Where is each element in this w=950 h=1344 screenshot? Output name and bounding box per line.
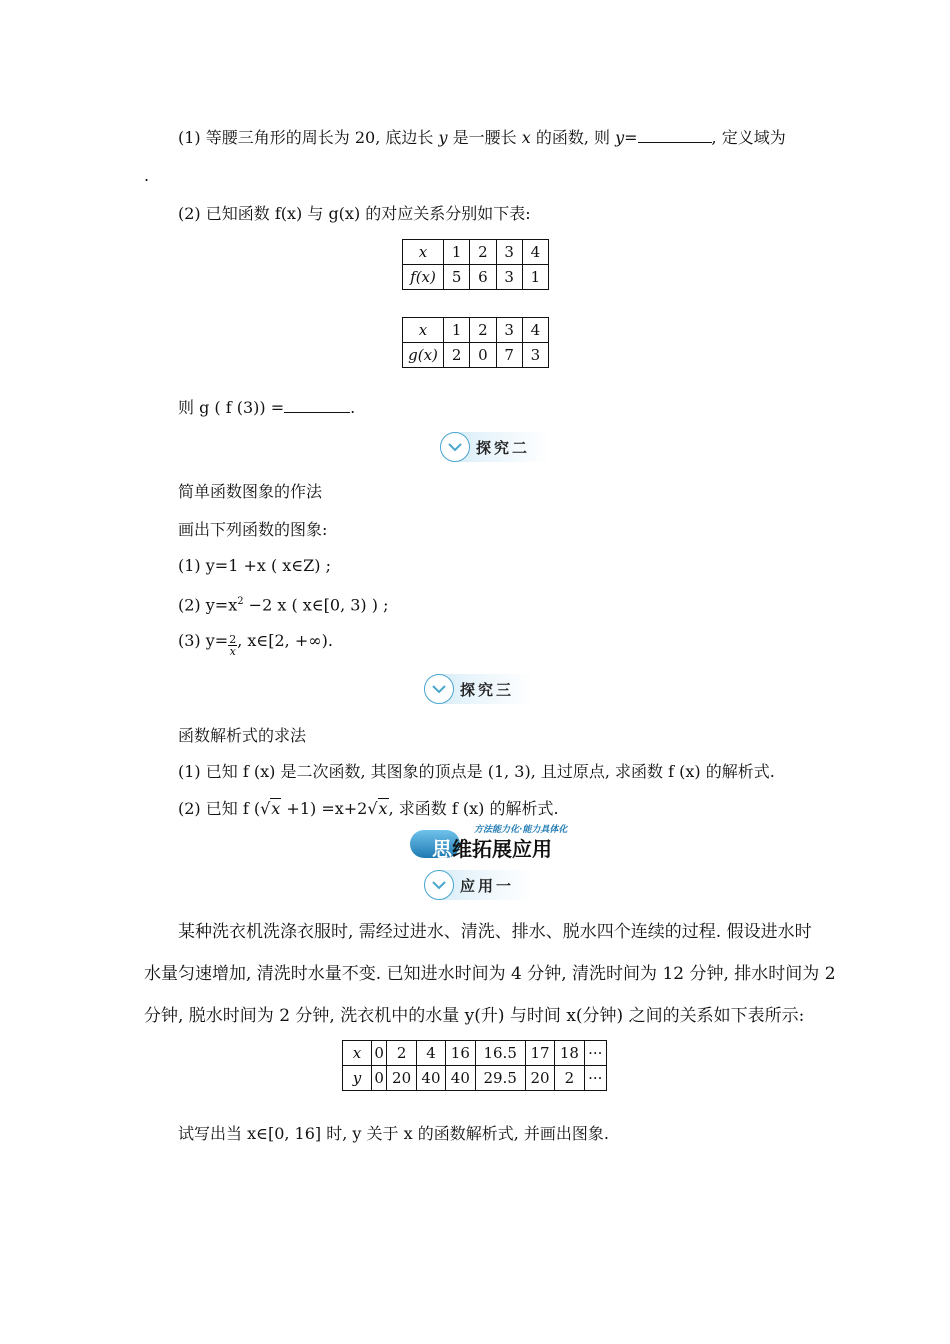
table-cell: 4: [416, 1041, 445, 1066]
table-cell: 20: [525, 1066, 554, 1091]
table-cell: 3: [496, 318, 522, 343]
sqrt-radicand: x: [378, 799, 388, 818]
fraction-den: x: [229, 645, 236, 658]
sqrt-radicand: x: [271, 799, 281, 818]
table-cell: 16.5: [475, 1041, 525, 1066]
table-cell: 4: [522, 240, 548, 265]
q1-then-post: .: [350, 398, 356, 417]
table-row: [343, 1066, 607, 1091]
section2-title: 简单函数图象的作法: [178, 482, 323, 501]
table-cell: 3: [496, 240, 522, 265]
var-y: y: [438, 128, 448, 147]
section2-item1: (1) y=1 +x ( x∈Z) ;: [178, 556, 332, 575]
section-badge-apply-1: [424, 870, 534, 900]
item2-pre: (2) y=x: [178, 595, 238, 615]
table-cell: 4: [522, 318, 548, 343]
section4-line1: 某种洗衣机洗涤衣服时, 需经过进水、清洗、排水、脱水四个连续的过程. 假设进水时: [178, 922, 812, 942]
table-cell: 1: [444, 318, 470, 343]
chevron-down-icon: [424, 674, 454, 704]
section4-line2: 水量匀速增加, 清洗时水量不变. 已知进水时间为 4 分钟, 清洗时间为 12 分钟, 排水时间为 2: [144, 964, 836, 984]
section-badge-explore-3: [424, 674, 534, 704]
var-x: x: [521, 128, 531, 147]
answer-blank[interactable]: [638, 128, 712, 143]
table-row: [403, 240, 549, 265]
item2-sup: 2: [237, 596, 244, 607]
table-cell: 40: [416, 1066, 445, 1091]
item2-post: −2 x ( x∈[0, 3) ) ;: [243, 595, 389, 615]
banner-big-rest: 维拓展应用: [452, 837, 552, 861]
q1-dot: .: [144, 166, 150, 185]
table-cell: 16: [446, 1041, 475, 1066]
item2-pre: (2) 已知 f (: [178, 799, 261, 818]
q1-part1-mid: 是一腰长: [447, 128, 522, 147]
table-row: [403, 265, 549, 290]
table-cell: 1: [444, 240, 470, 265]
banner-small: 方法能力化·能力具体化: [474, 825, 568, 835]
table-cell: 2: [444, 343, 470, 368]
banner-big-first: 思: [432, 837, 452, 861]
table-cell: 0: [372, 1041, 387, 1066]
table-cell: 5: [444, 265, 470, 290]
table-cell: 7: [496, 343, 522, 368]
table-row: [403, 343, 549, 368]
table-cell: 3: [522, 343, 548, 368]
section-banner: [410, 820, 580, 860]
q1-part1-eq: y=: [615, 128, 638, 147]
fraction-num: 2: [229, 633, 237, 646]
table-cell: f(x): [403, 265, 444, 290]
table-cell: 1: [522, 265, 548, 290]
section2-item2: [178, 592, 388, 615]
table-cell: 2: [470, 318, 496, 343]
table-row: [343, 1041, 607, 1066]
item2-mid: +1) =x+2: [281, 799, 368, 818]
table-cell: 6: [470, 265, 496, 290]
badge-label: 应用一: [460, 877, 515, 895]
section2-intro: 画出下列函数的图象:: [178, 520, 328, 539]
table-cell: 0: [470, 343, 496, 368]
table-cell: 2: [470, 240, 496, 265]
table-cell: y: [343, 1066, 372, 1091]
table-cell: x: [403, 318, 444, 343]
table-cell: g(x): [403, 343, 444, 368]
table-g: [402, 317, 549, 368]
table-water: [342, 1040, 607, 1091]
q1-part1-tail: , 定义域为: [711, 128, 786, 147]
q1-part2: (2) 已知函数 f(x) 与 g(x) 的对应关系分别如下表:: [178, 204, 531, 223]
table-cell: 20: [387, 1066, 416, 1091]
table-cell: 17: [525, 1041, 554, 1066]
banner-big: [432, 833, 552, 862]
table-cell: ···: [584, 1066, 606, 1091]
table-cell: ···: [584, 1041, 606, 1066]
table-cell: 2: [387, 1041, 416, 1066]
item3-post: , x∈[2, +∞).: [237, 631, 333, 650]
chevron-down-icon: [424, 870, 454, 900]
table-cell: x: [403, 240, 444, 265]
item2-post: , 求函数 f (x) 的解析式.: [388, 799, 559, 818]
table-cell: 40: [446, 1066, 475, 1091]
table-cell: 0: [372, 1066, 387, 1091]
badge-label: 探究二: [476, 439, 531, 457]
chevron-down-icon: [440, 432, 470, 462]
badge-label: 探究三: [460, 681, 515, 699]
section-badge-explore-2: [440, 432, 550, 462]
table-cell: 29.5: [475, 1066, 525, 1091]
table-cell: x: [343, 1041, 372, 1066]
table-cell: 2: [555, 1066, 584, 1091]
q1-then: [178, 398, 355, 418]
table-f: [402, 239, 549, 290]
table-row: [403, 318, 549, 343]
table-cell: 18: [555, 1041, 584, 1066]
q1-then-pre: 则 g ( f (3)) =: [178, 398, 285, 417]
q1-part1-post: 的函数, 则: [530, 128, 616, 147]
table-cell: 3: [496, 265, 522, 290]
item3-pre: (3) y=: [178, 631, 229, 650]
q1-part1: [178, 128, 786, 148]
section3-item1: (1) 已知 f (x) 是二次函数, 其图象的顶点是 (1, 3), 且过原点, 求函数 f (x) 的解析式.: [178, 762, 775, 781]
section3-title: 函数解析式的求法: [178, 726, 307, 745]
q1-part1-pre: (1) 等腰三角形的周长为 20, 底边长: [178, 128, 439, 147]
section4-question: 试写出当 x∈[0, 16] 时, y 关于 x 的函数解析式, 并画出图象.: [178, 1124, 609, 1143]
section4-line3: 分钟, 脱水时间为 2 分钟, 洗衣机中的水量 y(升) 与时间 x(分钟) 之间的关系如下表所示:: [144, 1006, 805, 1026]
section3-item2: (2) 已知 f (√x +1) =x+2√x, 求函数 f (x) 的解析式.: [178, 799, 559, 818]
section2-item3: [178, 630, 333, 658]
fraction: [228, 634, 237, 657]
answer-blank[interactable]: [284, 398, 350, 413]
